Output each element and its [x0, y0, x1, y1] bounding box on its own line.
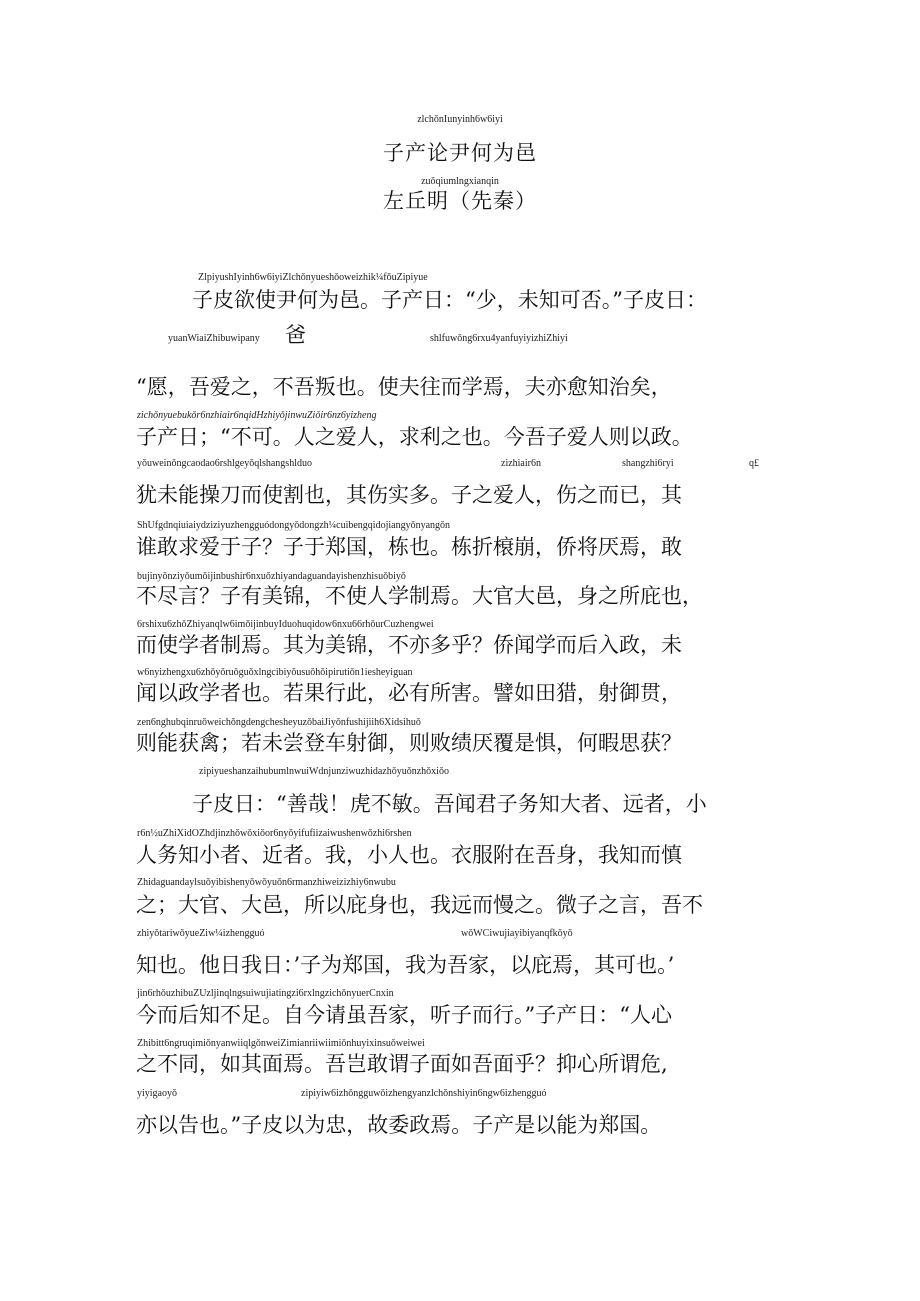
text-line: 而使学者制焉。其为美锦，不亦多乎？侨闻学而后入政，未 — [136, 633, 682, 657]
text-line: 亦以告也。”子皮以为忠，故委政焉。子产是以能为郑国。 — [136, 1113, 662, 1137]
pinyin-line-b: zizhiair6n — [501, 458, 541, 469]
pinyin-line: zipiyueshanzaihubumlnwuiWdnjunziwuzhidazhǒyuǒnzhǒxiǒo — [199, 766, 449, 777]
pinyin-line: yǒuweinǒngcaodao6rshlgeyǒqlshangshlduo — [137, 458, 312, 469]
text-line: “愿，吾爱之，不吾叛也。使夫往而学焉，夫亦愈知治矣， — [136, 375, 672, 399]
text-line: 人务知小者、近者。我，小人也。衣服附在吾身，我知而慎 — [136, 843, 682, 867]
pinyin-line: ShUfgdnqiuiaiydziziyuzhengguódongyǒdongzh¼cuibengqidojiangyǒnyangǒn — [137, 520, 451, 531]
pinyin-line: w6nyizhengxu6zhǒyǒruǒguǒxlngcibiyǒusuǒhǒipirutiǒn1iesheyiguan — [137, 667, 413, 678]
pinyin-line: yiyigaoyǒ — [137, 1088, 177, 1099]
text-line: 今而后知不足。自今请虽吾家，听子而行。”子产日：“人心 — [136, 1003, 672, 1027]
text-line: 犹未能操刀而使割也，其伤实多。子之爱人，伤之而已，其 — [136, 483, 682, 507]
text-line: 之不同，如其面焉。吾岂敢谓子面如吾面乎？抑心所谓危, — [136, 1052, 668, 1076]
pinyin-line: 6rshixu6zhǒZhiyanqlw6imǒijinbuyIduohuqidow6nxu66rhǒurCuzhengwei — [137, 619, 434, 630]
text-line: 知也。他日我日：’子为郑国，我为吾家，以庇焉，其可也。’ — [136, 953, 675, 977]
pinyin-line: zichǒnyuebukǒr6nzhiair6nqidHzhiyǒjinwuZiǒir6nz6yizheng — [137, 410, 377, 421]
text-line: 不尽言？子有美锦，不使人学制焉。大官大邑，身之所庇也， — [136, 584, 703, 608]
text-line: 子皮欲使尹何为邑。子产日：“少，未知可否。”子皮日： — [192, 288, 707, 312]
stray-glyph: 爸 — [285, 323, 306, 347]
text-line: 则能获禽；若未尝登车射御，则败绩厌覆是惧，何暇思获？ — [136, 731, 682, 755]
text-line: 之；大官、大邑，所以庇身也，我远而慢之。微子之言，吾不 — [136, 893, 703, 917]
pinyin-line-d: q£ — [749, 458, 759, 469]
pinyin-line: yuanWiaiZhibuwipany — [168, 333, 260, 344]
title-pinyin: zlchǒnIunyinh6w6iyi — [417, 114, 503, 125]
author-pinyin: zuǒqiumlngxianqin — [421, 176, 499, 187]
pinyin-line-extra: shlfuwǒng6rxu4yanfuyiyizhiZhiyi — [430, 333, 568, 344]
pinyin-line-b: wǒWCiwujiayibiyanqfkǒyǒ — [461, 928, 573, 939]
pinyin-line: r6n½uZhiXidOZhdjinzhǒwǒxiǒor6nyǒyifufiizaiwushenwǒzhi6rshen — [137, 828, 412, 839]
pinyin-line: bujinyǒnziyǒumǒijinbushir6nxuǒzhiyandaguandayishenzhisuǒbiyǒ — [137, 571, 406, 582]
pinyin-line: Zhidaguandaylsuǒyibishenyǒwǒyuǒn6rmanzhiweizizhiy6nwubu — [137, 877, 396, 888]
text-line: 谁敢求爱于子？子于郑国，栋也。栋折榱崩，侨将厌焉，敢 — [136, 535, 682, 559]
pinyin-line-b: zipiyiw6izhǒngguwǒizhengyanzlchǒnshiyin6ngw6izhengguó — [301, 1088, 547, 1099]
pinyin-line-c: shangzhi6ryi — [622, 458, 674, 469]
pinyin-line: Zhibitt6ngruqimiǒnyanwiiqlgǒnweiZimianriiwiimiǒnhuyixinsuǒweiwei — [137, 1038, 425, 1049]
page-title: 子产论尹何为邑 — [383, 141, 537, 165]
pinyin-line: ZlpiyushIyinh6w6iyiZlchǒnyueshǒoweizhik¼fǒuZipiyue — [198, 272, 428, 283]
pinyin-line: jin6rhǒuzhibuZUzljinqlngsuiwujiatingzi6rxlngzichǒnyuerCnxin — [137, 988, 394, 999]
text-line: 闻以政学者也。若果行此，必有所害。譬如田猎，射御贯， — [136, 681, 682, 705]
pinyin-line: zhiyǒtariwǒyueZiw¼izhengguó — [137, 928, 265, 939]
author-line: 左丘明（先秦） — [383, 189, 537, 213]
text-line: 子皮日：“善哉！虎不敏。吾闻君子务知大者、远者，小 — [192, 792, 707, 816]
pinyin-line: zen6nghubqinruǒweichǒngdengchesheyuzǒbaiJiyǒnfushijiih6Xidsihuǒ — [137, 717, 421, 728]
text-line: 子产日；“不可。人之爱人，求利之也。今吾子爱人则以政。 — [136, 425, 693, 449]
